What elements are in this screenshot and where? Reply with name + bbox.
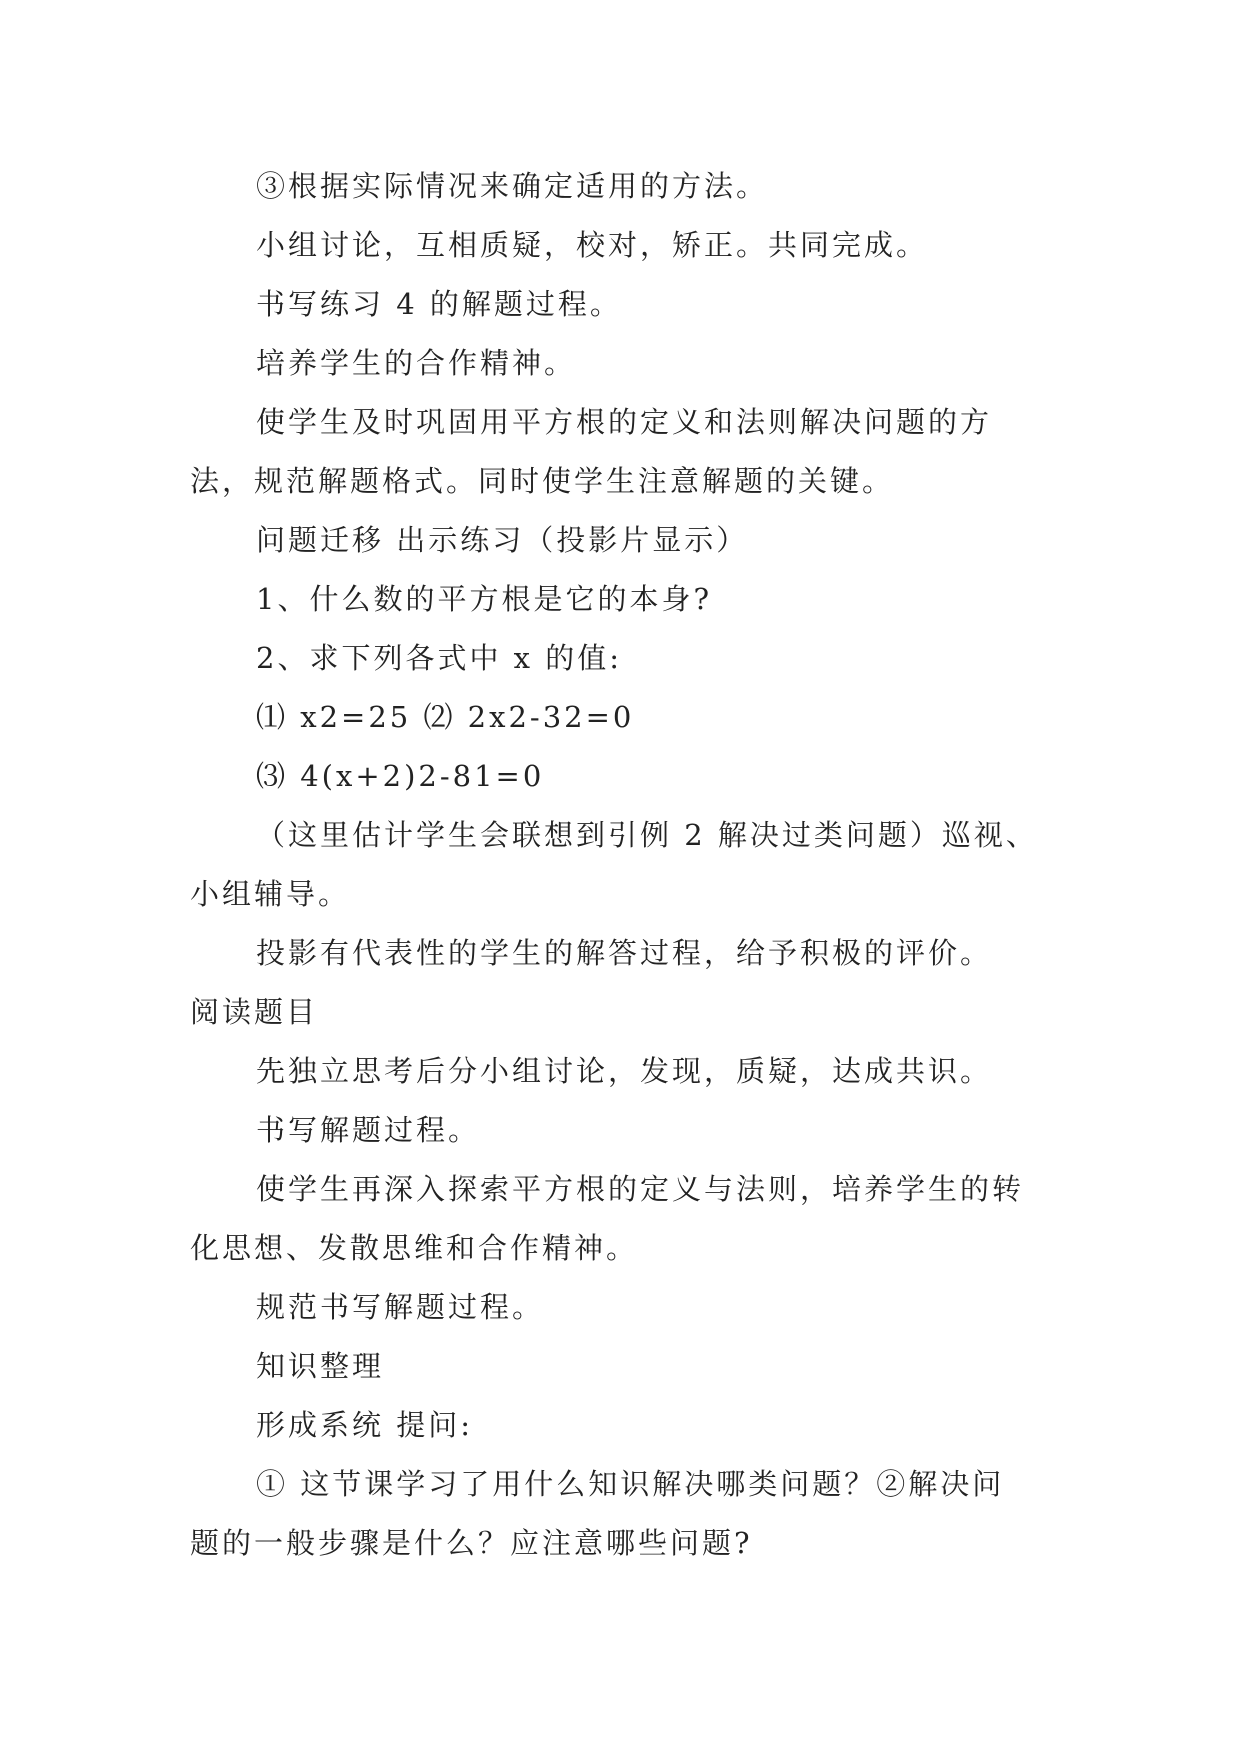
text-line: 知识整理 <box>256 1349 385 1383</box>
text-line: ⑴ x2=25 ⑵ 2x2-32=0 <box>256 700 635 734</box>
text-line: 使学生及时巩固用平方根的定义和法则解决问题的方 <box>256 405 993 439</box>
text-line: 书写解题过程。 <box>256 1113 481 1147</box>
text-line: 规范书写解题过程。 <box>256 1290 545 1324</box>
text-line: 使学生再深入探索平方根的定义与法则，培养学生的转 <box>256 1172 1025 1206</box>
text-line: （这里估计学生会联想到引例 2 解决过类问题）巡视、 <box>256 818 1038 852</box>
text-line: 1、什么数的平方根是它的本身? <box>256 582 712 616</box>
text-line: 投影有代表性的学生的解答过程，给予积极的评价。 <box>256 936 993 970</box>
text-line: 问题迁移 出示练习（投影片显示） <box>256 523 749 557</box>
text-line: ① 这节课学习了用什么知识解决哪类问题？②解决问 <box>256 1467 1005 1501</box>
text-line: ⑶ 4(x+2)2-81=0 <box>256 759 545 793</box>
text-line: 化思想、发散思维和合作精神。 <box>190 1231 639 1265</box>
text-line: 阅读题目 <box>190 995 319 1029</box>
text-line: ③根据实际情况来确定适用的方法。 <box>256 169 769 203</box>
text-line: 小组讨论，互相质疑，校对，矫正。共同完成。 <box>256 228 929 262</box>
text-line: 先独立思考后分小组讨论，发现，质疑，达成共识。 <box>256 1054 993 1088</box>
text-line: 法，规范解题格式。同时使学生注意解题的关键。 <box>190 464 895 498</box>
document-body <box>190 157 1070 1573</box>
text-line: 培养学生的合作精神。 <box>256 346 577 380</box>
text-line: 形成系统 提问: <box>256 1408 473 1442</box>
text-line: 小组辅导。 <box>190 877 351 911</box>
text-line: 题的一般步骤是什么？应注意哪些问题? <box>190 1526 753 1560</box>
text-line: 书写练习 4 的解题过程。 <box>256 287 622 321</box>
text-line: 2、求下列各式中 x 的值: <box>256 641 623 675</box>
